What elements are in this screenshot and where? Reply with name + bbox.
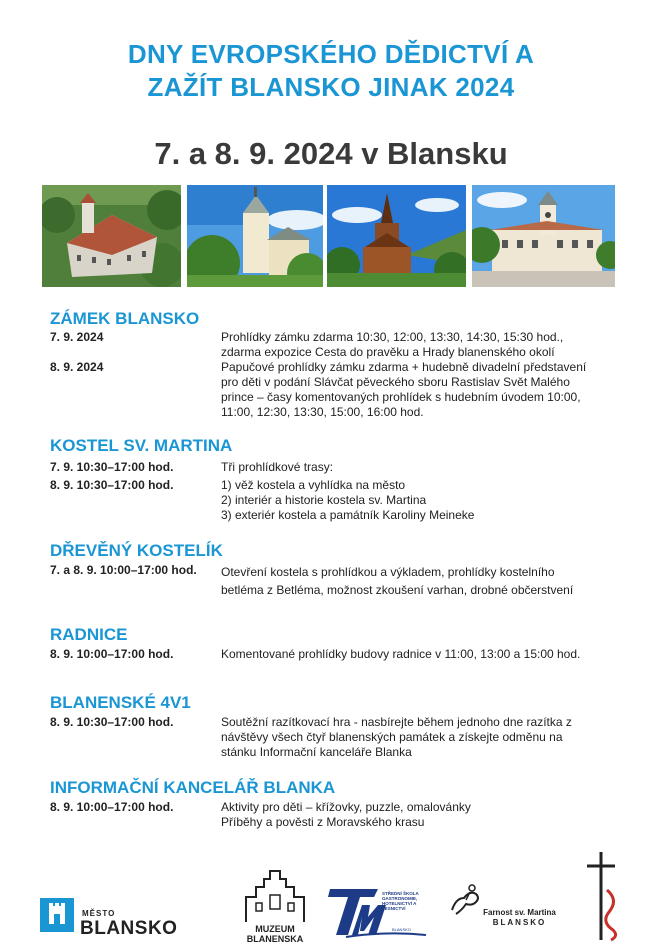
photo-town-hall	[472, 185, 615, 287]
church-desc-2: 1) věž kostela a vyhlídka na město 2) interiér a historie kostela sv. Martina 3) exteriér kostela a památník Karoliny Meineke	[221, 478, 475, 522]
church-date-1: 7. 9. 10:30–17:00 hod.	[50, 460, 174, 474]
4v1-desc: Soutěžní razítkovací hra - nasbírejte během jednoho dne razítka z návštěvy všech čtyř blanenských památek a získejte odměnu na stánku Informační kanceláře Blanka	[221, 715, 572, 759]
section-heading-4v1: BLANENSKÉ 4V1	[50, 693, 191, 712]
town-hall-desc: Komentované prohlídky budovy radnice v 11:00, 13:00 a 15:00 hod.	[221, 647, 581, 661]
logo-cross	[583, 850, 623, 942]
section-heading-castle: ZÁMEK BLANSKO	[50, 309, 200, 328]
church-desc-1: Tři prohlídkové trasy:	[221, 460, 334, 474]
title-line-1: DNY EVROPSKÉHO DĚDICTVÍ A	[127, 39, 535, 69]
4v1-date: 8. 9. 10:30–17:00 hod.	[50, 715, 174, 729]
photo-church-st-martin	[187, 185, 323, 287]
photo-castle	[42, 185, 181, 287]
info-office-desc: Aktivity pro děti – křížovky, puzzle, omalovánky Příběhy a pověsti z Moravského krasu	[221, 800, 471, 829]
partner-logos	[0, 845, 662, 945]
logo-farnost-sv-martina: Farnost sv. Martina BLANSKO	[446, 880, 571, 940]
wooden-church-date: 7. a 8. 9. 10:00–17:00 hod.	[50, 563, 197, 577]
section-heading-info-office: INFORMAČNÍ KANCELÁŘ BLANKA	[50, 778, 336, 797]
castle-date-1: 7. 9. 2024	[50, 330, 104, 344]
castle-desc-1: Prohlídky zámku zdarma 10:30, 12:00, 13:30, 14:30, 15:30 hod., zdarma expozice Cesta do pravěku a Hrady blanenského okolí	[221, 330, 564, 359]
cross-icon	[583, 850, 623, 942]
info-office-date: 8. 9. 10:00–17:00 hod.	[50, 800, 174, 814]
page-title	[0, 38, 662, 104]
photo-wooden-church	[327, 185, 466, 287]
section-heading-town-hall: RADNICE	[50, 625, 128, 644]
castle-date-2: 8. 9. 2024	[50, 360, 104, 374]
title-line-2: ZAŽÍT BLANSKO JINAK 2024	[147, 72, 515, 102]
castle-desc-2: Papučové prohlídky zámku zdarma + hudebně divadelní představení pro děti v podání Slávčat pěveckého sboru Rastislav Svět Malého prince – časy komentovaných prohlídek s hudebním úvodem 10:00, 11:00, 12:30, 13:30, 15:00, 16:00 hod.	[221, 360, 587, 419]
church-date-2: 8. 9. 10:30–17:00 hod.	[50, 478, 174, 492]
logo-mesto-blansko: MĚSTO BLANSKO	[40, 898, 190, 943]
section-heading-wooden-church: DŘEVĚNÝ KOSTELÍK	[50, 541, 223, 560]
logo-muzeum-blanenska: MUZEUM BLANENSKA	[236, 867, 314, 945]
section-heading-church: KOSTEL SV. MARTINA	[50, 436, 233, 455]
wooden-church-desc: Otevření kostela s prohlídkou a výkladem, prohlídky kostelního betléma z Betléma, možnost zkoušení varhan, drobné občerstvení	[221, 565, 574, 597]
castle-outline-icon	[236, 867, 314, 923]
photo-strip	[42, 185, 615, 287]
town-hall-date: 8. 9. 10:00–17:00 hod.	[50, 647, 174, 661]
event-dates-subtitle: 7. a 8. 9. 2024 v Blansku	[154, 136, 508, 171]
blansko-emblem-icon	[40, 898, 74, 932]
logo-school-tm: STŘEDNÍ ŠKOLA GASTRONOMIE, HOTELNICTVÍ A LESNICTVÍ BLANSKO	[326, 885, 436, 940]
